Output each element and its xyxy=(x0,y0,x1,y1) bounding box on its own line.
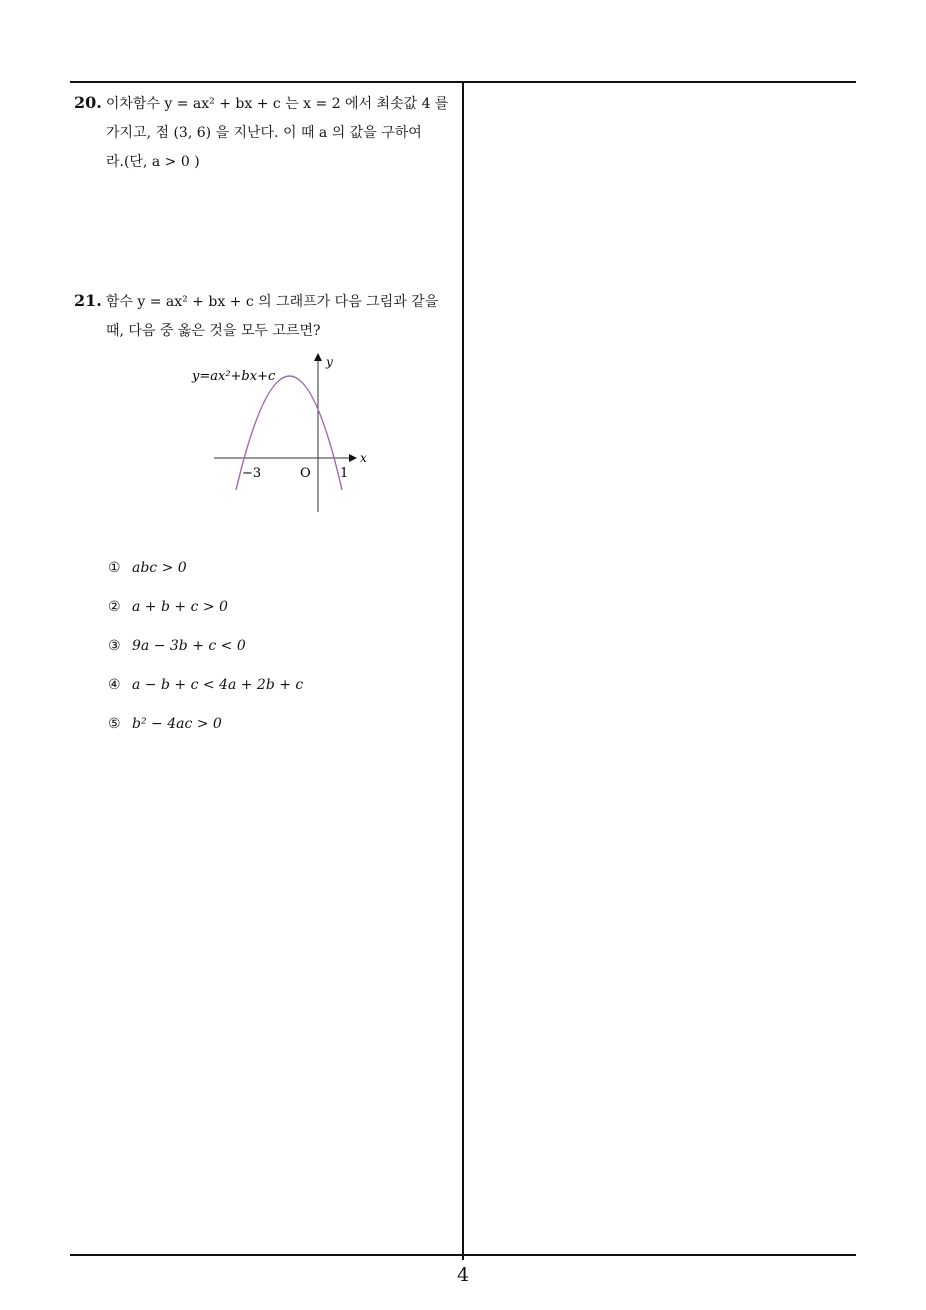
question-21-line-1: 함수 y = ax² + bx + c 의 그래프가 다음 그림과 같을 xyxy=(105,294,439,310)
question-21-number: 21. xyxy=(74,291,102,310)
question-20-line-1: 이차함수 y = ax² + bx + c 는 x = 2 에서 최솟값 4 를 xyxy=(105,96,449,112)
question-21 xyxy=(74,286,458,346)
choice-3[interactable]: ③ 9a − 3b + c < 0 xyxy=(108,638,246,654)
question-20-line-2: 가지고, 점 (3, 6) 을 지난다. 이 때 a 의 값을 구하여 xyxy=(106,125,422,141)
page-number: 4 xyxy=(456,1264,470,1286)
choice-1[interactable]: ① abc > 0 xyxy=(108,560,187,576)
tick-label-1: 1 xyxy=(340,466,349,481)
question-21-line-2: 때, 다음 중 옳은 것을 모두 고르면? xyxy=(106,323,321,339)
choice-4[interactable]: ④ a − b + c < 4a + 2b + c xyxy=(108,677,304,693)
question-20-number: 20. xyxy=(74,93,102,112)
curve-label: y=ax²+bx+c xyxy=(192,369,276,384)
origin-label: O xyxy=(300,466,311,481)
y-axis-label: y xyxy=(326,355,333,369)
column-divider xyxy=(462,82,464,1260)
choice-5[interactable]: ⑤ b² − 4ac > 0 xyxy=(108,716,222,732)
question-20 xyxy=(74,88,458,177)
tick-label-minus-3: −3 xyxy=(242,466,262,481)
x-axis-label: x xyxy=(360,451,367,465)
question-20-line-3: 라.(단, a > 0 ) xyxy=(106,154,200,170)
choice-2[interactable]: ② a + b + c > 0 xyxy=(108,599,228,615)
parabola-graph xyxy=(190,348,390,518)
